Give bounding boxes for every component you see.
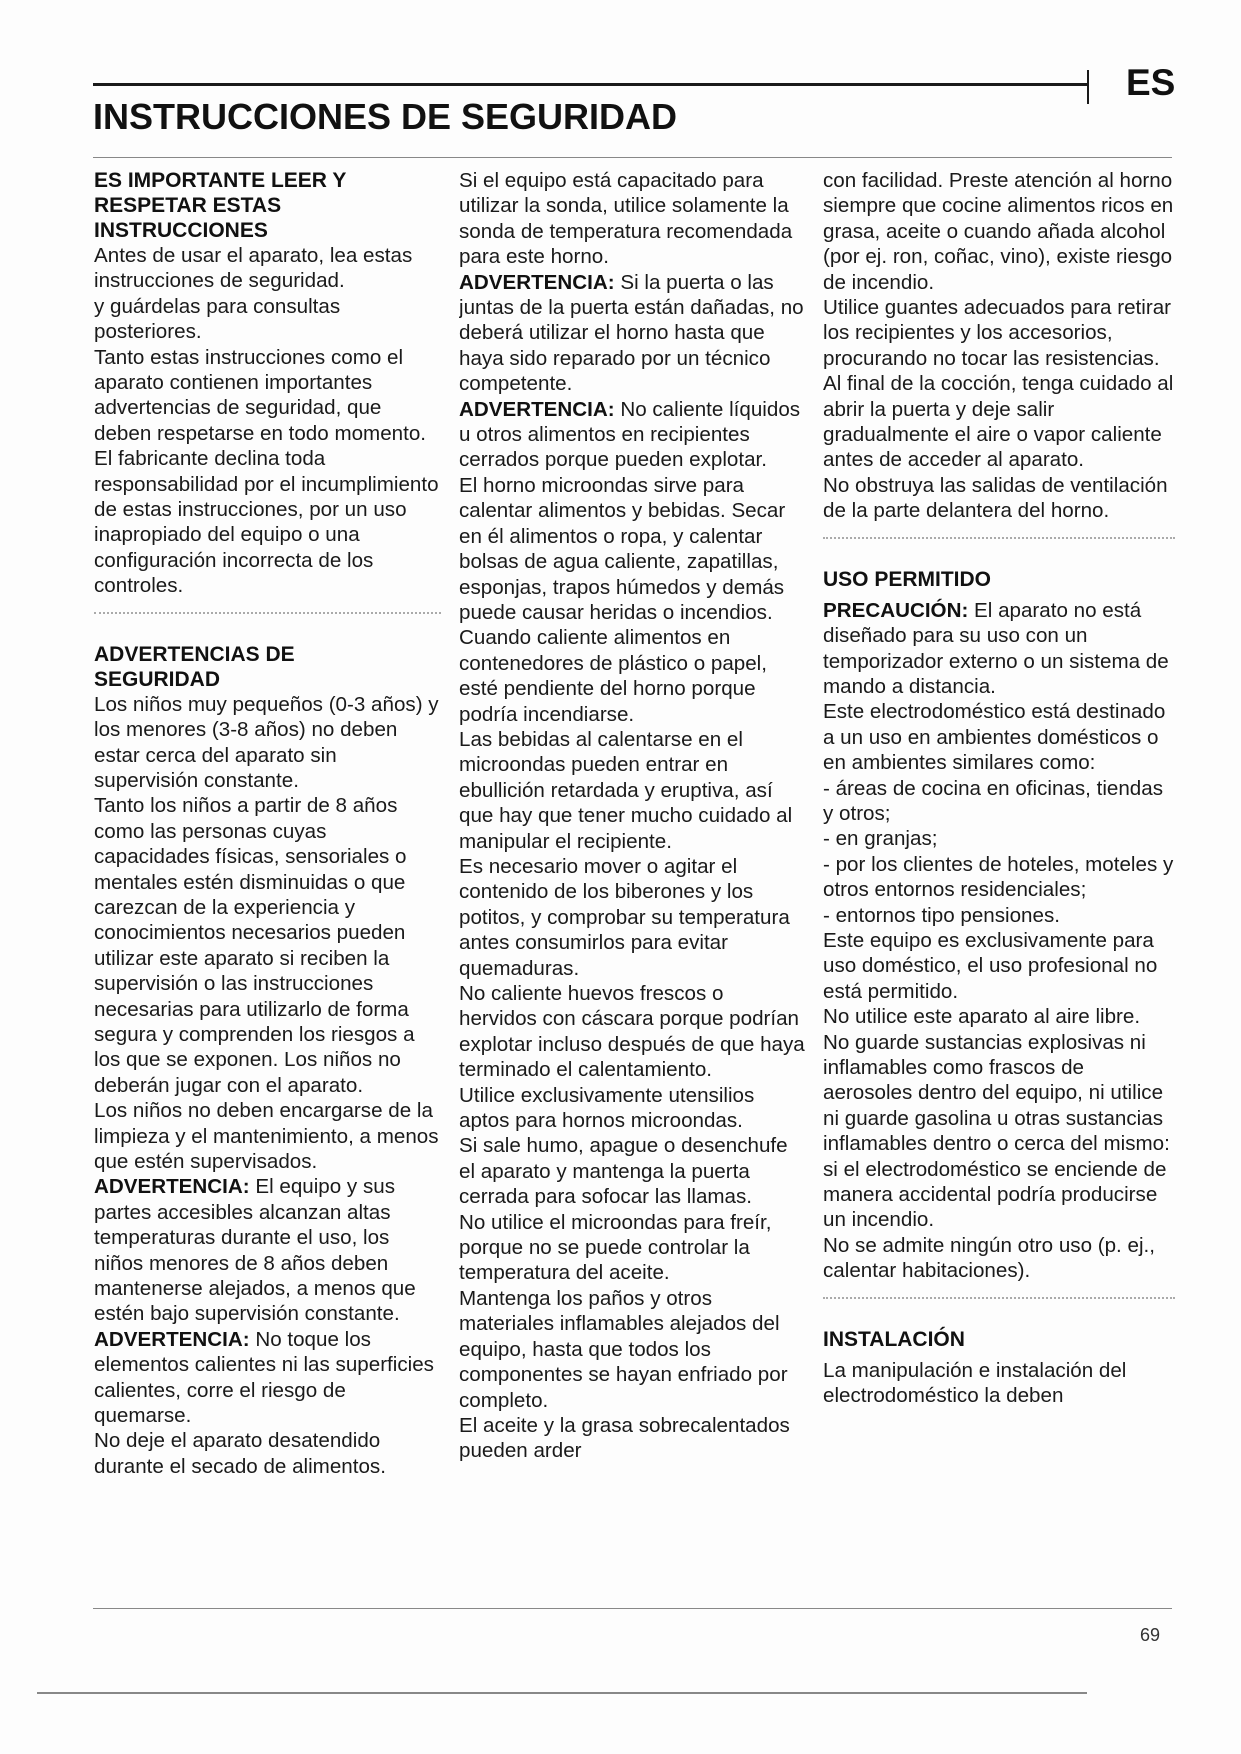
- list-item: - entornos tipo pensiones.: [823, 903, 1060, 927]
- paragraph: No caliente huevos frescos o hervidos con cáscara porque podrían explotar incluso después de que haya terminado el calentamiento.: [459, 982, 805, 1082]
- paragraph: La manipulación e instalación del electrodoméstico la deben: [823, 1358, 1127, 1408]
- paragraph: No utilice el microondas para freír, porque no se puede controlar la temperatura del aceite.: [459, 1210, 772, 1285]
- paragraph: Los niños no deben encargarse de la limpieza y el mantenimiento, a menos que estén supervisados.: [94, 1099, 439, 1173]
- paragraph: No utilice este aparato al aire libre.: [823, 1005, 1141, 1029]
- warning-label: ADVERTENCIA:: [459, 270, 615, 294]
- paragraph: El horno microondas sirve para calentar alimentos y bebidas. Secar en él alimentos o ropa, y calentar bolsas de agua caliente, zapatillas, esponjas, trapos húmedos y demás puede causar heridas o incendios.: [459, 473, 786, 624]
- paragraph: El aceite y la grasa sobrecalentados pueden arder: [459, 1413, 790, 1463]
- paragraph: Al final de la cocción, tenga cuidado al abrir la puerta y deje salir gradualmente el aire o vapor caliente antes de acceder al aparato.: [823, 372, 1174, 472]
- paragraph: con facilidad. Preste atención al horno siempre que cocine alimentos ricos en grasa, aceite o cuando añada alcohol (por ej. ron, coñac, vino), existe riesgo de incendio.: [823, 169, 1174, 294]
- paragraph: Los niños muy pequeños (0-3 años) y los menores (3-8 años) no deben estar cerca del aparato sin supervisión constante.: [94, 692, 439, 792]
- dotted-divider: [823, 1297, 1175, 1299]
- paragraph: Antes de usar el aparato, lea estas instrucciones de seguridad.: [94, 244, 413, 293]
- header-rule: [93, 83, 1087, 86]
- paragraph: No obstruya las salidas de ventilación de la parte delantera del horno.: [823, 473, 1168, 523]
- column-1: [94, 168, 441, 1578]
- warning-paragraph: ADVERTENCIA: No toque los elementos calientes ni las superficies calientes, corre el riesgo de quemarse.: [94, 1327, 434, 1428]
- language-tag: ES: [1126, 62, 1176, 103]
- list-item: - por los clientes de hoteles, moteles y otros entornos residenciales;: [823, 852, 1174, 902]
- caution-paragraph: PRECAUCIÓN: El aparato no está diseñado para su uso con un temporizador externo o un sistema de mando a distancia.: [823, 598, 1169, 698]
- dotted-divider: [94, 612, 441, 614]
- paragraph: No deje el aparato desatendido durante el secado de alimentos.: [94, 1429, 386, 1478]
- warning-paragraph: ADVERTENCIA: Si la puerta o las juntas de la puerta están dañadas, no deberá utilizar el horno hasta que haya sido reparado por un técnico competente.: [459, 270, 804, 396]
- paragraph: No guarde sustancias explosivas ni inflamables como frascos de aerosoles dentro del equipo, ni utilice ni guarde gasolina u otras sustancias inflamables dentro o cerca del mismo: si el electrodoméstico se enciende de manera accidental podría producirse un incendio.: [823, 1030, 1170, 1232]
- paragraph: Si sale humo, apague o desenchufe el aparato y mantenga la puerta cerrada para sofocar las llamas.: [459, 1134, 788, 1209]
- paragraph: Este electrodoméstico está destinado a un uso en ambientes domésticos o en ambientes similares como:: [823, 700, 1166, 775]
- warning-label: ADVERTENCIA:: [459, 397, 615, 421]
- section-heading-permitted-use: USO PERMITIDO: [823, 567, 992, 591]
- list-item: - áreas de cocina en oficinas, tiendas y otros;: [823, 776, 1163, 825]
- page-number: 69: [1140, 1625, 1161, 1645]
- paragraph: Cuando caliente alimentos en contenedores de plástico o papel, esté pendiente del horno porque podría incendiarse.: [459, 626, 767, 726]
- paragraph: Mantenga los paños y otros materiales inflamables alejados del equipo, hasta que todos los componentes se hayan enfriado por completo.: [459, 1286, 788, 1412]
- column-2: [459, 168, 806, 1578]
- paragraph: Este equipo es exclusivamente para uso doméstico, el uso profesional no está permitido.: [823, 928, 1158, 1003]
- paragraph: y guárdelas para consultas posteriores.: [94, 294, 341, 344]
- caution-label: PRECAUCIÓN:: [823, 598, 969, 622]
- section-heading-safety-warnings: ADVERTENCIAS DE SEGURIDAD: [94, 642, 295, 691]
- section-heading-installation: INSTALACIÓN: [823, 1327, 965, 1351]
- dotted-divider: [823, 537, 1175, 539]
- paragraph: Es necesario mover o agitar el contenido de los biberones y los potitos, y comprobar su temperatura antes consumirlos para evitar quemaduras.: [459, 854, 790, 980]
- title-rule: [93, 157, 1172, 158]
- paragraph: Tanto estas instrucciones como el aparato contienen importantes advertencias de seguridad, que deben respetarse en todo momento.: [94, 345, 427, 445]
- page-title: INSTRUCCIONES DE SEGURIDAD: [93, 96, 678, 137]
- warning-label: ADVERTENCIA:: [94, 1327, 250, 1351]
- footer-rule: [93, 1608, 1172, 1609]
- page-edge-rule: [37, 1692, 1087, 1694]
- section-heading-important: ES IMPORTANTE LEER Y RESPETAR ESTAS INSTRUCCIONES: [94, 169, 347, 242]
- warning-paragraph: ADVERTENCIA: El equipo y sus partes accesibles alcanzan altas temperaturas durante el uso, los niños menores de 8 años deben mantenerse alejados, a menos que estén bajo supervisión constante.: [94, 1175, 416, 1326]
- list-item: - en granjas;: [823, 827, 938, 851]
- paragraph: Utilice guantes adecuados para retirar los recipientes y los accesorios, procurando no tocar las resistencias.: [823, 296, 1172, 370]
- paragraph: Utilice exclusivamente utensilios aptos para hornos microondas.: [459, 1083, 755, 1133]
- paragraph: El fabricante declina toda responsabilidad por el incumplimiento de estas instrucciones, por un uso inapropiado del equipo o una configuración incorrecta de los controles.: [94, 447, 439, 598]
- paragraph: No se admite ningún otro uso (p. ej., calentar habitaciones).: [823, 1233, 1155, 1283]
- warning-label: ADVERTENCIA:: [94, 1175, 250, 1199]
- column-3: [823, 168, 1175, 1578]
- warning-paragraph: ADVERTENCIA: No caliente líquidos u otros alimentos en recipientes cerrados porque pueden explotar.: [459, 397, 801, 472]
- paragraph: Si el equipo está capacitado para utilizar la sonda, utilice solamente la sonda de temperatura recomendada para este horno.: [459, 169, 793, 269]
- paragraph: Las bebidas al calentarse en el microondas pueden entrar en ebullición retardada y eruptiva, así que hay que tener mucho cuidado al manipular el recipiente.: [459, 727, 793, 853]
- header-tick: [1087, 70, 1089, 104]
- paragraph: Tanto los niños a partir de 8 años como las personas cuyas capacidades físicas, sensoriales o mentales estén disminuidas o que carezcan de la experiencia y conocimientos necesarios pueden utilizar este aparato si reciben la supervisión o las instrucciones necesarias para utilizarlo de forma segura y comprenden los riesgos a los que se exponen. Los niños no deberán jugar con el aparato.: [94, 794, 415, 1097]
